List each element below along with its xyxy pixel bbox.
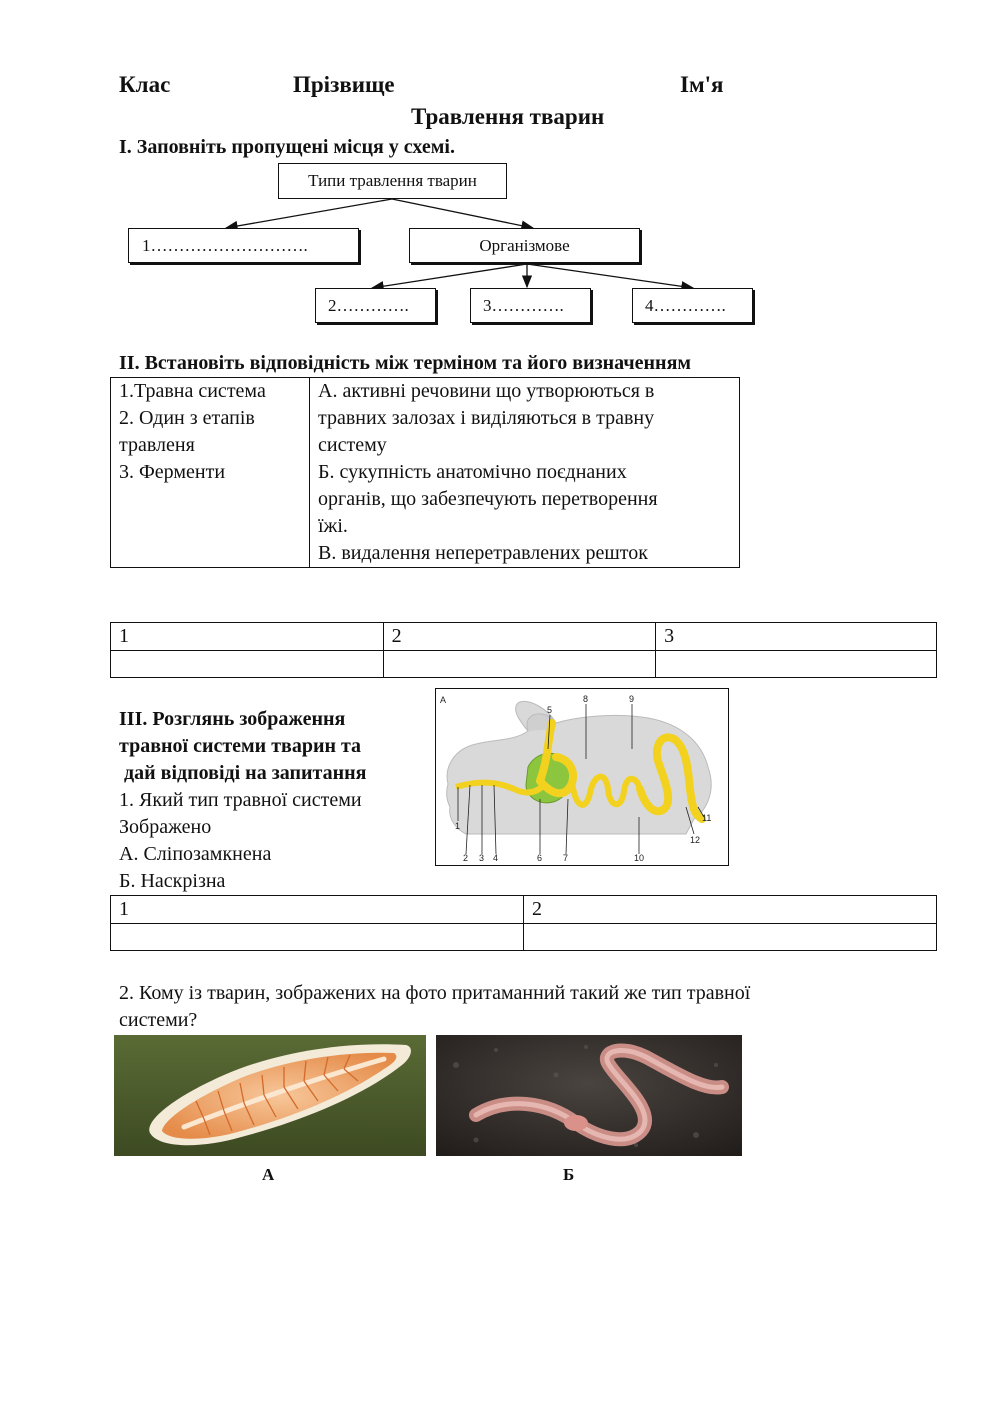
section3-heading-line: ІІІ. Розглянь зображення — [119, 708, 346, 730]
scheme-blank-1-label: 1………………………. — [142, 235, 308, 255]
scheme-blank-2[interactable] — [315, 288, 436, 323]
section3-heading-line: дай відповіді на запитання — [119, 762, 367, 784]
answer-header-3: 3 — [656, 623, 937, 651]
diagram-number: 11 — [702, 813, 712, 823]
answer-cell-3[interactable] — [656, 651, 937, 678]
page-title: Травлення тварин — [411, 104, 605, 129]
definition-line: А. активні речовини що утворюються в — [318, 380, 655, 402]
class-label: Клас — [119, 72, 171, 97]
term-line: 3. Ферменти — [119, 461, 226, 483]
term-line: 2. Один з етапів — [119, 407, 255, 429]
scheme-blank-1[interactable] — [128, 228, 359, 263]
scheme-blank-2-label: 2…………. — [328, 295, 409, 315]
section3-heading-line: травної системи тварин та — [119, 735, 362, 757]
surname-label: Прізвище — [293, 72, 395, 97]
rabbit-digestive-diagram — [435, 688, 729, 866]
question1-line: Зображено — [119, 816, 212, 838]
name-label: Ім'я — [680, 72, 724, 97]
definition-line: систему — [318, 434, 387, 456]
terms-cell — [111, 378, 310, 568]
q1-header-1: 1 — [111, 896, 524, 924]
diagram-panel-label: А — [440, 695, 447, 705]
option-a: А. Сліпозамкнена — [119, 843, 272, 865]
photo-earthworm — [436, 1035, 742, 1156]
scheme-organism-label: Організмове — [479, 235, 570, 255]
diagram-number: 3 — [479, 853, 485, 863]
term-line: 1.Травна система — [119, 380, 266, 402]
diagram-number: 12 — [690, 835, 701, 845]
definition-line: В. видалення неперетравлених решток — [318, 542, 648, 564]
option-b: Б. Наскрізна — [119, 870, 226, 892]
rabbit-diagram-svg — [436, 689, 728, 865]
section1-heading: І. Заповніть пропущені місця у схемі. — [119, 136, 455, 158]
answer-header-1: 1 — [111, 623, 384, 651]
matching-table — [110, 377, 740, 568]
scheme-blank-4-label: 4…………. — [645, 295, 726, 315]
scheme-blank-4[interactable] — [632, 288, 753, 323]
scheme-blank-3-label: 3…………. — [483, 295, 564, 315]
diagram-number: 4 — [493, 853, 499, 863]
answer-cell-2[interactable] — [383, 651, 656, 678]
scheme-blank-3[interactable] — [470, 288, 591, 323]
section2-heading: ІІ. Встановіть відповідність між терміном та його визначенням — [119, 352, 692, 374]
definitions-cell — [310, 378, 740, 568]
scheme-root-box — [278, 163, 507, 199]
diagram-number: 8 — [583, 694, 589, 704]
question2-text — [119, 980, 979, 1034]
section3-text — [119, 706, 439, 895]
diagram-number: 2 — [463, 853, 469, 863]
q1-answer-cell-2[interactable] — [524, 924, 937, 951]
diagram-number: 9 — [629, 694, 635, 704]
question2-line: 2. Кому із тварин, зображених на фото притаманний такий же тип травної — [119, 982, 751, 1004]
diagram-number: 6 — [537, 853, 543, 863]
q1-answer-cell-1[interactable] — [111, 924, 524, 951]
definition-line: їжі. — [318, 515, 348, 537]
diagram-number: 10 — [634, 853, 645, 863]
diagram-number: 5 — [547, 705, 553, 715]
term-line: травленя — [119, 434, 195, 456]
q1-header-2: 2 — [524, 896, 937, 924]
photo-caption-b: Б — [563, 1165, 575, 1184]
photo-flatworm — [114, 1035, 426, 1156]
answer-cell-1[interactable] — [111, 651, 384, 678]
flatworm-illustration — [114, 1035, 426, 1156]
question2-line: системи? — [119, 1009, 198, 1031]
matching-answer-table — [110, 622, 937, 678]
scheme-organism-box — [409, 228, 640, 263]
answer-header-2: 2 — [383, 623, 656, 651]
scheme-root-label: Типи травлення тварин — [308, 171, 477, 190]
photo-caption-a: А — [262, 1165, 275, 1184]
earthworm-clitellum — [564, 1115, 588, 1131]
diagram-number: 1 — [455, 821, 461, 831]
diagram-number: 7 — [563, 853, 569, 863]
definition-line: Б. сукупність анатомічно поєднаних — [318, 461, 627, 483]
rabbit-body-shape — [447, 701, 711, 834]
question1-line: 1. Який тип травної системи — [119, 789, 362, 811]
earthworm-illustration — [436, 1035, 742, 1156]
question1-answer-table — [110, 895, 937, 951]
definition-line: органів, що забезпечують перетворення — [318, 488, 658, 510]
definition-line: травних залозах і виділяються в травну — [318, 407, 655, 429]
